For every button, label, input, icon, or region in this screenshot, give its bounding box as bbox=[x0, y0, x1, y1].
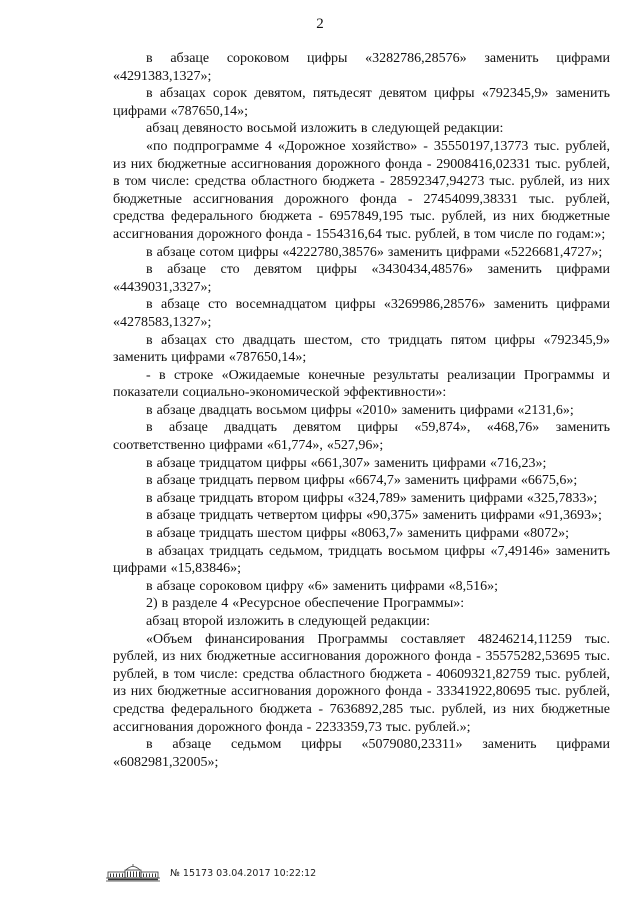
paragraph: в абзаце тридцать шестом цифры «8063,7» заменить цифрами «8072»; bbox=[146, 526, 570, 542]
paragraph: в абзацах тридцать седьмом, тридцать восьмом цифры «7,49146» заменить цифрами «15,83846»; bbox=[113, 543, 610, 577]
paragraph: в абзаце тридцать втором цифры «324,789» заменить цифрами «325,7833»; bbox=[146, 490, 598, 506]
paragraph: абзац второй изложить в следующей редакции: bbox=[146, 614, 431, 629]
paragraph: в абзаце двадцать восьмом цифры «2010» заменить цифрами «2131,6»; bbox=[146, 402, 574, 418]
document-footer bbox=[104, 862, 316, 884]
paragraph: в абзаце тридцать четвертом цифры «90,375» заменить цифрами «91,3693»; bbox=[146, 508, 602, 524]
page-number: 2 bbox=[316, 16, 324, 32]
paragraph: в абзаце сто восемнадцатом цифры «3269986,28576» заменить цифрами «4278583,1327»; bbox=[113, 297, 610, 330]
paragraph: в абзаце сотом цифры «4222780,38576» заменить цифрами «5226681,4727»; bbox=[146, 244, 603, 260]
paragraph: 2) в разделе 4 «Ресурсное обеспечение Программы»: bbox=[146, 596, 465, 612]
government-building-logo-icon bbox=[104, 863, 162, 883]
paragraph: в абзаце седьмом цифры «5079080,23311» заменить цифрами «6082981,32005»; bbox=[113, 737, 610, 770]
paragraph: - в строке «Ожидаемые конечные результаты реализации Программы и показатели социально-экономической эффективности»: bbox=[113, 367, 610, 401]
paragraph: в абзаце тридцатом цифры «661,307» заменить цифрами «716,23»; bbox=[146, 455, 547, 471]
paragraph: в абзацах сорок девятом, пятьдесят девятом цифры «792345,9» заменить цифрами «787650,14»; bbox=[113, 86, 610, 119]
paragraph: «по подпрограмме 4 «Дорожное хозяйство» - 35550197,13773 тыс. рублей, из них бюджетные ассигнования дорожного фонда - 29008416,02331 тыс. рублей, в том числе: средства областного бюджета - 28592347,94273 тыс. рублей, из них бюджетные ассигнования дорожного фонда - 27454099,38331 тыс. рублей, средства федерального бюджета - 6957849,195 тыс. рублей, из них бюджетные ассигнования дорожного фонда - 1554316,64 тыс. рублей, в том числе по годам:»; bbox=[113, 138, 610, 242]
paragraph: в абзаце сто девятом цифры «3430434,48576» заменить цифрами «4439031,3327»; bbox=[113, 262, 610, 295]
paragraph: в абзаце сороковом цифру «6» заменить цифрами «8,516»; bbox=[146, 578, 498, 594]
document-body bbox=[113, 50, 610, 771]
document-stamp: № 15173 03.04.2017 10:22:12 bbox=[170, 867, 317, 879]
paragraph: «Объем финансирования Программы составляет 48246214,11259 тыс. рублей, из них бюджетные ассигнования дорожного фонда - 35575282,53695 тыс. рублей, в том числе: средства областного бюджета - 40609321,82759 тыс. рублей, из них бюджетные ассигнования дорожного фонда - 33341922,80695 тыс. рублей, средства федерального бюджета - 7636892,285 тыс. рублей, из них бюджетные ассигнования дорожного фонда - 2233359,73 тыс. рублей.»; bbox=[113, 631, 610, 735]
paragraph: в абзаце тридцать первом цифры «6674,7» заменить цифрами «6675,6»; bbox=[146, 473, 578, 489]
paragraph: в абзацах сто двадцать шестом, сто тридцать пятом цифры «792345,9» заменить цифрами «787650,14»; bbox=[113, 332, 610, 366]
paragraph: в абзаце сороковом цифры «3282786,28576» заменить цифрами «4291383,1327»; bbox=[113, 51, 610, 84]
paragraph: в абзаце двадцать девятом цифры «59,874», «468,76» заменить соответственно цифрами «61,774», «527,96»; bbox=[113, 420, 610, 454]
paragraph: абзац девяносто восьмой изложить в следующей редакции: bbox=[146, 121, 504, 137]
